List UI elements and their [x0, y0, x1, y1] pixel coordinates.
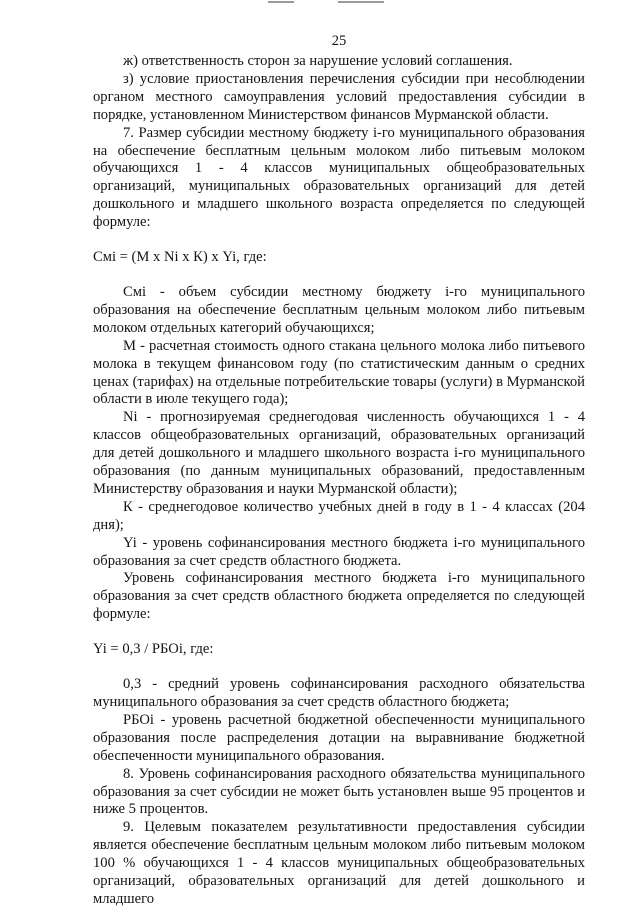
definition-rboi: РБОi - уровень расчетной бюджетной обеспеченности муниципального образования после распределения дотации на выравнивание бюджетной обеспеченности муниципального образования.	[93, 711, 585, 764]
paragraph-section-9: 9. Целевым показателем результативности предоставления субсидии является обеспечение бесплатным цельным молоком либо питьевым молоком 100 % обучающихся 1 - 4 классов муниципальных общеобразовательных организаций, образовательных организаций для детей дошкольного и младшего	[93, 819, 585, 907]
paragraph-section-7: 7. Размер субсидии местному бюджету i-го муниципального образования на обеспечение бесплатным цельным молоком либо питьевым молоком обучающихся 1 - 4 классов муниципальных общеобразовательных организаций, муниципальных образовательных организаций для детей дошкольного и младшего школьного возраста определяется по следующей формуле:	[93, 124, 585, 231]
formula-subsidy-size: Смi = (М х Ni х К) х Yi, где:	[93, 249, 267, 266]
definition-ni: Ni - прогнозируемая среднегодовая численность обучающихся 1 - 4 классов общеобразовательных организаций, образовательных организаций для детей дошкольного и младшего школьного возраста i-го муниципального образования (по данным муниципальных образований, предоставленным Министерству образования и науки Мурманской области);	[93, 409, 585, 497]
scan-top-rule-left	[268, 1, 294, 3]
definition-0-3: 0,3 - средний уровень софинансирования расходного обязательства муниципального образования за счет средств областного бюджета;	[93, 676, 585, 710]
formula-cofinancing-level: Yi = 0,3 / РБОi, где:	[93, 641, 214, 658]
definition-k: К - среднегодовое количество учебных дней в году в 1 - 4 классах (204 дня);	[93, 498, 585, 533]
paragraph-item-z: з) условие приостановления перечисления субсидии при несоблюдении органом местного самоуправления условий предоставления субсидии в порядке, установленном Министерством финансов Мурманской области.	[93, 70, 585, 123]
definition-yi: Yi - уровень софинансирования местного бюджета i-го муниципального образования за счет средств областного бюджета.	[93, 534, 585, 569]
paragraph-section-8: 8. Уровень софинансирования расходного обязательства муниципального образования за счет субсидии не может быть установлен выше 95 процентов и ниже 5 процентов.	[93, 765, 585, 818]
page-number: 25	[331, 33, 347, 49]
scan-top-rule-right	[338, 1, 384, 3]
definition-cmi: Смi - объем субсидии местному бюджету i-го муниципального образования на обеспечение бесплатным цельным молоком либо питьевым молоком отдельных категорий обучающихся;	[93, 283, 585, 336]
document-page	[93, 33, 585, 909]
paragraph-item-zh: ж) ответственность сторон за нарушение условий соглашения.	[123, 53, 513, 69]
paragraph-cofinancing-level: Уровень софинансирования местного бюджета i-го муниципального образования за счет средств областного бюджета определяется по следующей формуле:	[93, 570, 585, 623]
definition-m: М - расчетная стоимость одного стакана цельного молока либо питьевого молока в текущем финансовом году (по статистическим данным о средних ценах (тарифах) на отдельные потребительские товары (услуги) в Мурманской области в июле текущего года);	[93, 337, 585, 408]
